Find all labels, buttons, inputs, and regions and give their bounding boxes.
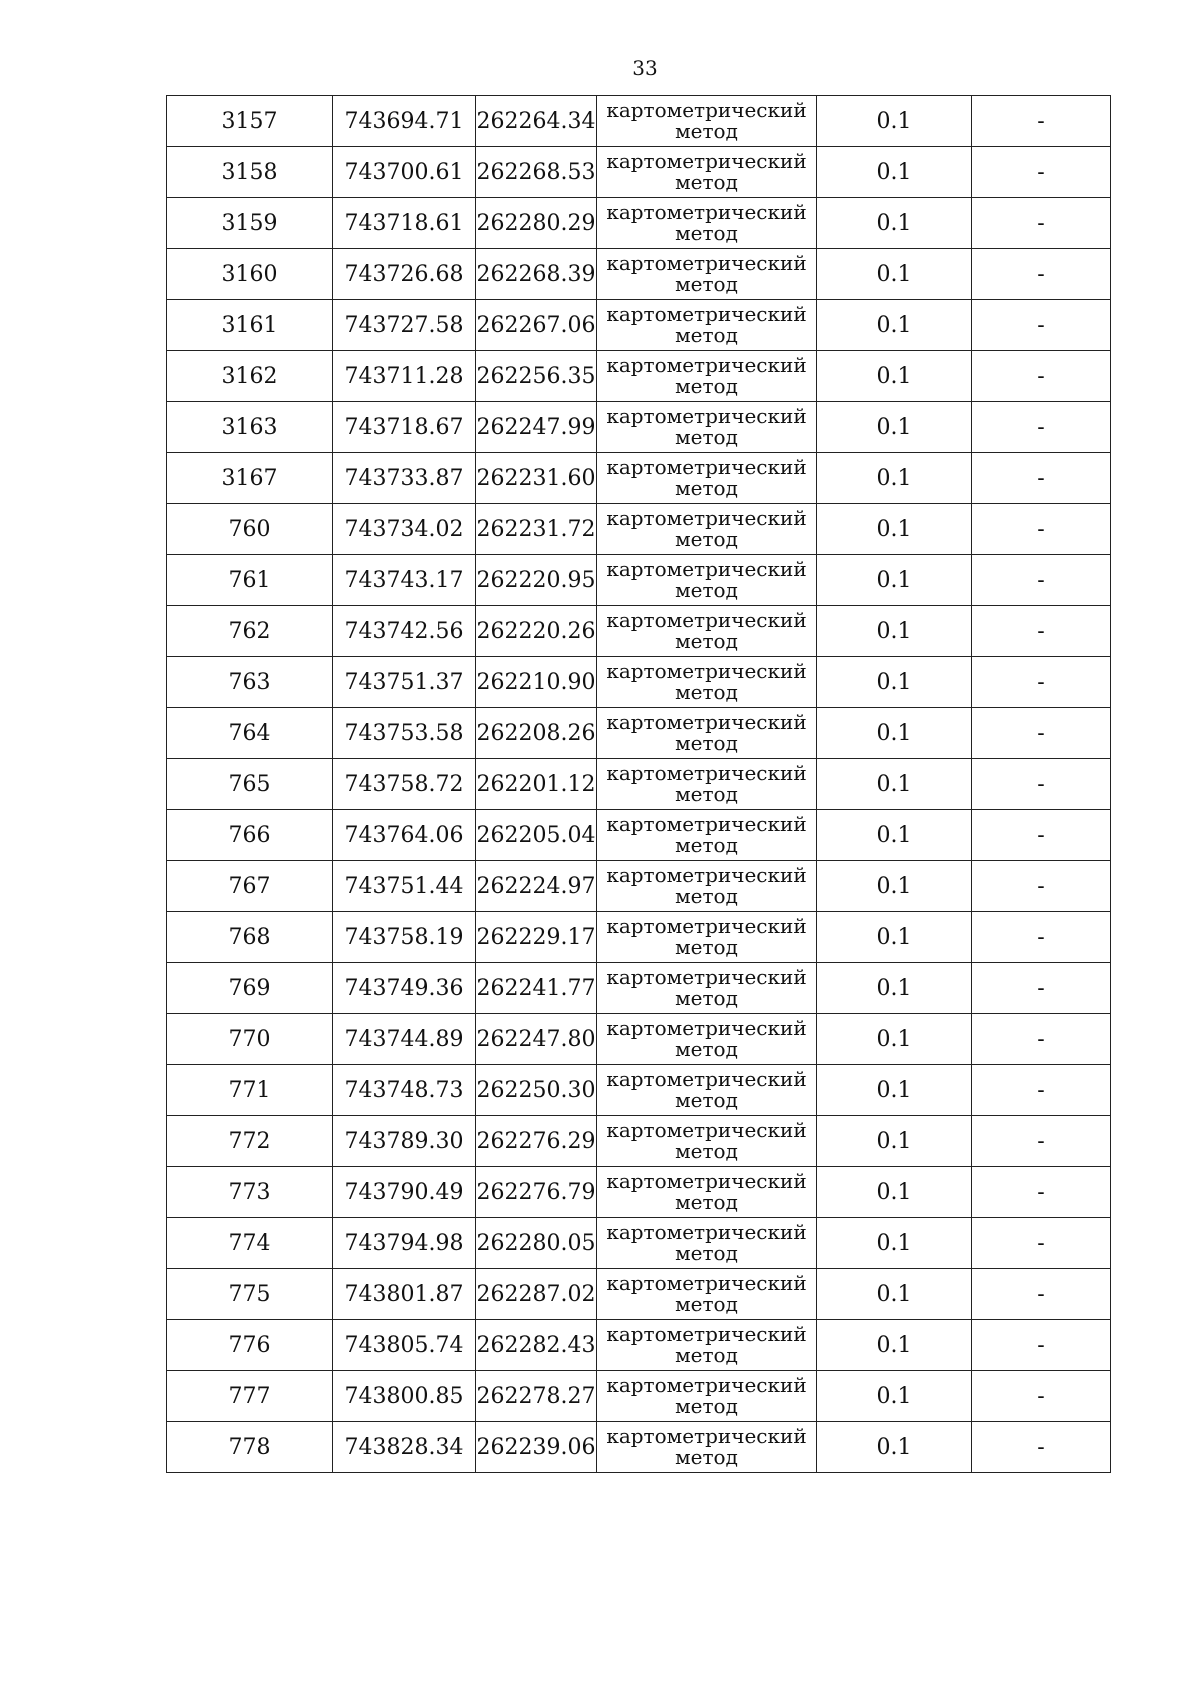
note-cell: - — [972, 1014, 1111, 1065]
note-cell: - — [972, 453, 1111, 504]
y-coordinate-cell: 262268.39 — [476, 249, 597, 300]
method-line-2: метод — [675, 1343, 738, 1367]
point-number-cell: 772 — [167, 1116, 333, 1167]
x-coordinate-cell: 743800.85 — [333, 1371, 476, 1422]
x-coordinate-cell: 743753.58 — [333, 708, 476, 759]
point-number-cell: 775 — [167, 1269, 333, 1320]
note-cell: - — [972, 963, 1111, 1014]
point-number-cell: 770 — [167, 1014, 333, 1065]
method-line-2: метод — [675, 629, 738, 653]
method-line-2: метод — [675, 170, 738, 194]
method-cell — [597, 198, 817, 249]
method-line-1: картометрический — [606, 1118, 807, 1142]
x-coordinate-cell: 743744.89 — [333, 1014, 476, 1065]
note-cell: - — [972, 198, 1111, 249]
point-number-cell: 767 — [167, 861, 333, 912]
method-cell — [597, 1371, 817, 1422]
method-line-2: метод — [675, 323, 738, 347]
accuracy-cell: 0.1 — [817, 555, 972, 606]
note-cell: - — [972, 1065, 1111, 1116]
method-cell — [597, 759, 817, 810]
method-line-2: метод — [675, 680, 738, 704]
point-number-cell: 3167 — [167, 453, 333, 504]
accuracy-cell: 0.1 — [817, 300, 972, 351]
note-cell: - — [972, 1167, 1111, 1218]
coordinates-table-body — [167, 96, 1111, 1473]
table-row — [167, 351, 1111, 402]
x-coordinate-cell: 743758.72 — [333, 759, 476, 810]
table-row — [167, 402, 1111, 453]
x-coordinate-cell: 743718.67 — [333, 402, 476, 453]
method-line-1: картометрический — [606, 608, 807, 632]
table-row — [167, 759, 1111, 810]
accuracy-cell: 0.1 — [817, 147, 972, 198]
accuracy-cell: 0.1 — [817, 1422, 972, 1473]
accuracy-cell: 0.1 — [817, 810, 972, 861]
method-line-1: картометрический — [606, 1271, 807, 1295]
accuracy-cell: 0.1 — [817, 657, 972, 708]
method-cell — [597, 606, 817, 657]
method-line-1: картометрический — [606, 251, 807, 275]
y-coordinate-cell: 262250.30 — [476, 1065, 597, 1116]
note-cell: - — [972, 402, 1111, 453]
note-cell: - — [972, 249, 1111, 300]
note-cell: - — [972, 912, 1111, 963]
method-cell — [597, 1320, 817, 1371]
method-line-2: метод — [675, 884, 738, 908]
y-coordinate-cell: 262247.80 — [476, 1014, 597, 1065]
y-coordinate-cell: 262231.60 — [476, 453, 597, 504]
x-coordinate-cell: 743700.61 — [333, 147, 476, 198]
method-line-1: картометрический — [606, 404, 807, 428]
note-cell: - — [972, 759, 1111, 810]
note-cell: - — [972, 708, 1111, 759]
y-coordinate-cell: 262208.26 — [476, 708, 597, 759]
y-coordinate-cell: 262231.72 — [476, 504, 597, 555]
note-cell: - — [972, 861, 1111, 912]
y-coordinate-cell: 262267.06 — [476, 300, 597, 351]
note-cell: - — [972, 300, 1111, 351]
x-coordinate-cell: 743828.34 — [333, 1422, 476, 1473]
table-row — [167, 1014, 1111, 1065]
y-coordinate-cell: 262220.95 — [476, 555, 597, 606]
method-cell — [597, 453, 817, 504]
method-cell — [597, 300, 817, 351]
x-coordinate-cell: 743743.17 — [333, 555, 476, 606]
accuracy-cell: 0.1 — [817, 861, 972, 912]
note-cell: - — [972, 147, 1111, 198]
method-line-1: картометрический — [606, 506, 807, 530]
accuracy-cell: 0.1 — [817, 249, 972, 300]
method-cell — [597, 1014, 817, 1065]
point-number-cell: 773 — [167, 1167, 333, 1218]
note-cell: - — [972, 657, 1111, 708]
method-line-1: картометрический — [606, 98, 807, 122]
method-line-1: картометрический — [606, 149, 807, 173]
point-number-cell: 3163 — [167, 402, 333, 453]
y-coordinate-cell: 262264.34 — [476, 96, 597, 147]
note-cell: - — [972, 555, 1111, 606]
method-line-2: метод — [675, 1292, 738, 1316]
method-cell — [597, 504, 817, 555]
point-number-cell: 3162 — [167, 351, 333, 402]
x-coordinate-cell: 743718.61 — [333, 198, 476, 249]
note-cell: - — [972, 351, 1111, 402]
accuracy-cell: 0.1 — [817, 198, 972, 249]
method-cell — [597, 1167, 817, 1218]
accuracy-cell: 0.1 — [817, 1320, 972, 1371]
method-line-2: метод — [675, 1139, 738, 1163]
coordinates-table — [166, 95, 1111, 1473]
y-coordinate-cell: 262201.12 — [476, 759, 597, 810]
method-cell — [597, 912, 817, 963]
accuracy-cell: 0.1 — [817, 402, 972, 453]
x-coordinate-cell: 743751.37 — [333, 657, 476, 708]
note-cell: - — [972, 504, 1111, 555]
point-number-cell: 766 — [167, 810, 333, 861]
method-line-1: картометрический — [606, 659, 807, 683]
x-coordinate-cell: 743726.68 — [333, 249, 476, 300]
y-coordinate-cell: 262276.79 — [476, 1167, 597, 1218]
table-row — [167, 504, 1111, 555]
table-row — [167, 1269, 1111, 1320]
table-row — [167, 1218, 1111, 1269]
accuracy-cell: 0.1 — [817, 1116, 972, 1167]
accuracy-cell: 0.1 — [817, 606, 972, 657]
method-line-1: картометрический — [606, 1016, 807, 1040]
accuracy-cell: 0.1 — [817, 504, 972, 555]
point-number-cell: 3161 — [167, 300, 333, 351]
x-coordinate-cell: 743694.71 — [333, 96, 476, 147]
table-row — [167, 147, 1111, 198]
table-row — [167, 1320, 1111, 1371]
x-coordinate-cell: 743733.87 — [333, 453, 476, 504]
y-coordinate-cell: 262278.27 — [476, 1371, 597, 1422]
method-cell — [597, 1116, 817, 1167]
method-line-2: метод — [675, 578, 738, 602]
note-cell: - — [972, 1371, 1111, 1422]
method-line-1: картометрический — [606, 200, 807, 224]
method-line-1: картометрический — [606, 353, 807, 377]
method-line-1: картометрический — [606, 710, 807, 734]
method-line-2: метод — [675, 1241, 738, 1265]
table-row — [167, 1371, 1111, 1422]
table-row — [167, 810, 1111, 861]
accuracy-cell: 0.1 — [817, 453, 972, 504]
y-coordinate-cell: 262287.02 — [476, 1269, 597, 1320]
method-cell — [597, 657, 817, 708]
y-coordinate-cell: 262220.26 — [476, 606, 597, 657]
note-cell: - — [972, 606, 1111, 657]
y-coordinate-cell: 262224.97 — [476, 861, 597, 912]
x-coordinate-cell: 743801.87 — [333, 1269, 476, 1320]
point-number-cell: 778 — [167, 1422, 333, 1473]
method-line-1: картометрический — [606, 812, 807, 836]
method-line-1: картометрический — [606, 455, 807, 479]
accuracy-cell: 0.1 — [817, 1065, 972, 1116]
method-cell — [597, 1065, 817, 1116]
x-coordinate-cell: 743711.28 — [333, 351, 476, 402]
point-number-cell: 768 — [167, 912, 333, 963]
point-number-cell: 774 — [167, 1218, 333, 1269]
accuracy-cell: 0.1 — [817, 963, 972, 1014]
x-coordinate-cell: 743727.58 — [333, 300, 476, 351]
method-line-1: картометрический — [606, 1322, 807, 1346]
method-line-2: метод — [675, 1037, 738, 1061]
y-coordinate-cell: 262239.06 — [476, 1422, 597, 1473]
table-row — [167, 708, 1111, 759]
method-cell — [597, 810, 817, 861]
method-line-2: метод — [675, 374, 738, 398]
x-coordinate-cell: 743789.30 — [333, 1116, 476, 1167]
table-row — [167, 555, 1111, 606]
table-row — [167, 606, 1111, 657]
point-number-cell: 763 — [167, 657, 333, 708]
accuracy-cell: 0.1 — [817, 1014, 972, 1065]
method-line-1: картометрический — [606, 1067, 807, 1091]
y-coordinate-cell: 262280.29 — [476, 198, 597, 249]
point-number-cell: 761 — [167, 555, 333, 606]
accuracy-cell: 0.1 — [817, 351, 972, 402]
x-coordinate-cell: 743734.02 — [333, 504, 476, 555]
y-coordinate-cell: 262268.53 — [476, 147, 597, 198]
method-line-1: картометрический — [606, 1373, 807, 1397]
x-coordinate-cell: 743751.44 — [333, 861, 476, 912]
table-row — [167, 861, 1111, 912]
point-number-cell: 777 — [167, 1371, 333, 1422]
method-line-2: метод — [675, 833, 738, 857]
method-line-2: метод — [675, 1088, 738, 1112]
y-coordinate-cell: 262256.35 — [476, 351, 597, 402]
accuracy-cell: 0.1 — [817, 708, 972, 759]
method-line-1: картометрический — [606, 1169, 807, 1193]
table-row — [167, 1422, 1111, 1473]
page-number: 33 — [632, 56, 658, 80]
y-coordinate-cell: 262247.99 — [476, 402, 597, 453]
note-cell: - — [972, 1116, 1111, 1167]
point-number-cell: 764 — [167, 708, 333, 759]
point-number-cell: 3158 — [167, 147, 333, 198]
table-row — [167, 963, 1111, 1014]
x-coordinate-cell: 743805.74 — [333, 1320, 476, 1371]
y-coordinate-cell: 262229.17 — [476, 912, 597, 963]
x-coordinate-cell: 743790.49 — [333, 1167, 476, 1218]
note-cell: - — [972, 96, 1111, 147]
note-cell: - — [972, 1422, 1111, 1473]
note-cell: - — [972, 1269, 1111, 1320]
x-coordinate-cell: 743794.98 — [333, 1218, 476, 1269]
method-line-1: картометрический — [606, 557, 807, 581]
method-line-2: метод — [675, 221, 738, 245]
method-cell — [597, 249, 817, 300]
method-cell — [597, 1269, 817, 1320]
method-line-2: метод — [675, 986, 738, 1010]
note-cell: - — [972, 1320, 1111, 1371]
method-line-2: метод — [675, 731, 738, 755]
method-cell — [597, 555, 817, 606]
method-line-2: метод — [675, 272, 738, 296]
method-cell — [597, 96, 817, 147]
method-line-2: метод — [675, 476, 738, 500]
method-line-2: метод — [675, 425, 738, 449]
method-cell — [597, 861, 817, 912]
point-number-cell: 762 — [167, 606, 333, 657]
x-coordinate-cell: 743764.06 — [333, 810, 476, 861]
method-line-2: метод — [675, 527, 738, 551]
y-coordinate-cell: 262276.29 — [476, 1116, 597, 1167]
y-coordinate-cell: 262280.05 — [476, 1218, 597, 1269]
method-line-1: картометрический — [606, 1220, 807, 1244]
note-cell: - — [972, 810, 1111, 861]
note-cell: - — [972, 1218, 1111, 1269]
point-number-cell: 776 — [167, 1320, 333, 1371]
y-coordinate-cell: 262210.90 — [476, 657, 597, 708]
method-line-2: метод — [675, 1394, 738, 1418]
method-cell — [597, 1218, 817, 1269]
method-line-2: метод — [675, 119, 738, 143]
table-row — [167, 96, 1111, 147]
point-number-cell: 771 — [167, 1065, 333, 1116]
method-line-1: картометрический — [606, 302, 807, 326]
method-line-2: метод — [675, 1190, 738, 1214]
method-cell — [597, 1422, 817, 1473]
method-line-2: метод — [675, 1445, 738, 1469]
x-coordinate-cell: 743749.36 — [333, 963, 476, 1014]
x-coordinate-cell: 743758.19 — [333, 912, 476, 963]
table-row — [167, 453, 1111, 504]
x-coordinate-cell: 743742.56 — [333, 606, 476, 657]
table-row — [167, 1065, 1111, 1116]
point-number-cell: 3157 — [167, 96, 333, 147]
table-row — [167, 1116, 1111, 1167]
point-number-cell: 3160 — [167, 249, 333, 300]
point-number-cell: 769 — [167, 963, 333, 1014]
point-number-cell: 3159 — [167, 198, 333, 249]
table-row — [167, 912, 1111, 963]
point-number-cell: 760 — [167, 504, 333, 555]
method-line-1: картометрический — [606, 965, 807, 989]
method-cell — [597, 147, 817, 198]
accuracy-cell: 0.1 — [817, 912, 972, 963]
table-row — [167, 300, 1111, 351]
accuracy-cell: 0.1 — [817, 759, 972, 810]
table-row — [167, 198, 1111, 249]
y-coordinate-cell: 262205.04 — [476, 810, 597, 861]
accuracy-cell: 0.1 — [817, 1371, 972, 1422]
accuracy-cell: 0.1 — [817, 1167, 972, 1218]
table-row — [167, 1167, 1111, 1218]
method-line-2: метод — [675, 782, 738, 806]
method-cell — [597, 402, 817, 453]
method-cell — [597, 963, 817, 1014]
point-number-cell: 765 — [167, 759, 333, 810]
accuracy-cell: 0.1 — [817, 1218, 972, 1269]
accuracy-cell: 0.1 — [817, 1269, 972, 1320]
method-cell — [597, 351, 817, 402]
table-row — [167, 249, 1111, 300]
x-coordinate-cell: 743748.73 — [333, 1065, 476, 1116]
accuracy-cell: 0.1 — [817, 96, 972, 147]
y-coordinate-cell: 262282.43 — [476, 1320, 597, 1371]
method-line-1: картометрический — [606, 1424, 807, 1448]
method-cell — [597, 708, 817, 759]
method-line-1: картометрический — [606, 914, 807, 938]
method-line-1: картометрический — [606, 761, 807, 785]
method-line-2: метод — [675, 935, 738, 959]
table-row — [167, 657, 1111, 708]
method-line-1: картометрический — [606, 863, 807, 887]
y-coordinate-cell: 262241.77 — [476, 963, 597, 1014]
